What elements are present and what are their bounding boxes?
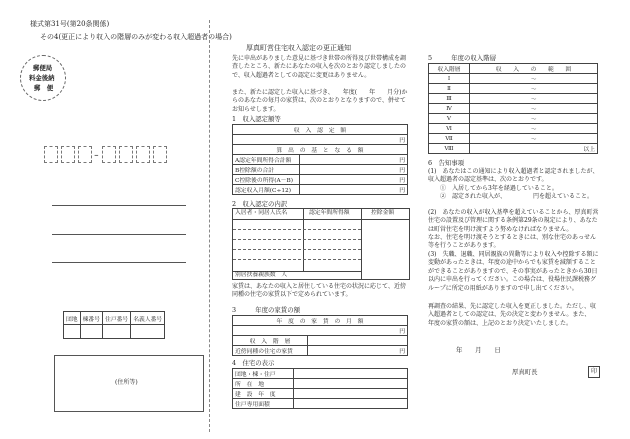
s5-range-6: ～ [470,124,598,134]
s1-row-b: B控除額の合計 [233,165,300,175]
s5-level-3: Ⅲ [429,94,470,104]
notice-date: 年 月 日 [456,346,501,354]
section6-title: 6 告知事項 [428,159,465,167]
s5-range-5: ～ [470,114,598,124]
note-3: (3) 失職、退職、同居親族の異動等により収入や控除する額に変動があったときは、年度の途中からでも家賃を減額することができることがありますので、その事実があったときから30日以内に申出を行ってください。この場合は、役場住民課税務グループに所定の用紙がありますので申し出てください。 [428,251,599,292]
address-line [52,205,186,206]
id-header-unit: 住戸番号 [103,312,131,325]
zip-box [78,146,92,163]
s5-header-level: 収入階層 [429,64,470,74]
section4-title: 4 住宅の表示 [232,359,275,367]
address-window [54,355,204,412]
s5-range-1: ～ [470,74,598,84]
s5-range-4: ～ [470,104,598,114]
note-1a: ① 入居してから3年を経過していること。 [440,185,558,192]
section5-title: 5 年度の収入階層 [428,54,496,62]
s5-level-7: Ⅶ [429,134,470,144]
rent-table: 年 度 の 家 賃 の 月 額 円 収 入 階 層 近傍同種の住宅の家賃 円 [232,315,408,356]
s2-dependents: 別居扶養親族数 人 [235,271,288,278]
address-line [52,234,186,235]
s1-basis-label: 算 出 の 基 と な る 額 [233,145,408,155]
s2-header-name: 入居者・同居人氏名 [235,210,288,216]
fold-line [209,20,210,432]
note-1b: ② 認定された収入が、 円を超えていること。 [440,193,594,200]
income-level-table [428,63,598,154]
s4-area: 住戸専用面積 [233,399,294,409]
s1-income-label: 収 入 認 定 額 [233,125,408,135]
section2-title: 2 収入認定の内訳 [232,200,288,208]
zip-box [61,146,75,163]
s3-rent-label: 年 度 の 家 賃 の 月 額 [233,316,408,326]
id-header-holder: 名義人番号 [131,312,165,325]
zip-separator: - [94,146,99,163]
note-2: (2) あなたの収入が収入基準を超えていることから、厚真町営住宅の設置及び管理に関する条例第29条の規定により、あなたは町営住宅を明け渡すよう努めなければなりません。 [428,209,599,233]
s2-header-income: 認定年間所得額 [309,210,350,216]
s5-level-1: Ⅰ [429,74,470,84]
note-2b: なお、住宅を明け渡そうとするときには、別な住宅のあっせん等を行うことがあります。 [428,234,596,250]
s3-income-level: 収 入 階 層 [233,336,308,346]
s5-range-3: ～ [470,94,598,104]
seal-mark: 印 [590,368,597,375]
income-detail-table [232,208,410,280]
s5-range-2: ～ [470,84,598,94]
signer: 厚真町長 [512,368,538,376]
income-table [232,124,408,155]
s5-range-7: ～ [470,134,598,144]
s4-location: 所 在 地 [233,379,294,389]
s2-header-deduction: 控除金額 [371,210,395,216]
postal-mark-line2: 料金後納 [29,74,55,82]
notice-intro2: また、新たに認定した収入に基づき、 年度( 年 月分)からのあなたの毎月の家賃は、次のとおりとなりますので、併せてお知らせします。 [232,89,408,113]
s5-header-range: 収 入 の 範 囲 [470,64,598,74]
appeal-result: 再調査の結果、先に認定した収入を更正しました。ただし、収入超過者としての認定は、先の決定と変わりません。また、 年度の家賃の額は、上記のとおり決定いたしました。 [428,303,600,327]
form-subtitle: その4(更正により収入の階層のみが変わる収入超過者の場合) [40,33,232,41]
s5-level-5: Ⅴ [429,114,470,124]
zip-box [136,146,150,163]
s1-row-monthly: 認定収入月額(C÷12) [233,185,300,195]
address-placeholder: (住所等) [115,379,138,386]
form-number: 様式第31号(第20条関係) [30,20,110,28]
s3-nearby-rent: 近傍同種の住宅の家賃 [233,346,308,356]
income-breakdown-table: A認定年間所得合計額 円 B控除額の合計 円 C控除後の所得(A－B) 円 認定収入月額(C÷12) 円 [232,154,408,195]
zip-box [44,146,58,163]
seal-box [588,366,600,378]
s4-complex: 団地・棟・住戸 [233,369,294,379]
zip-box [119,146,133,163]
s4-year: 建 設 年 度 [233,389,294,399]
id-header-complex: 団地 [64,312,81,325]
s5-level-4: Ⅳ [429,104,470,114]
zip-box [153,146,167,163]
s3-rent-unit: 円 [233,326,408,336]
s1-row-a: A認定年間所得合計額 [233,155,300,165]
s5-level-8: Ⅷ [429,144,470,154]
section3-title: 3 年度の家賃の額 [232,306,300,314]
section1-title: 1 収入認定額等 [232,115,281,123]
s5-level-6: Ⅵ [429,124,470,134]
s5-range-8: 以上 [470,144,598,154]
notice-intro: 先に申出がありました意見に基づき世帯の所得及び世帯構成を調査したところ、新たにあなたの収入を次のとおり認定しましたので、収入超過者としての認定に変更はありません。 [232,55,407,79]
resident-id-table [63,311,165,339]
housing-table [232,368,408,409]
note-1: (1) あなたはこの通知により収入超過者と認定されましたが、収入超過者の認定基準は、次のとおりです。 [428,168,599,184]
id-header-building: 棟番号 [80,312,102,325]
zip-box [102,146,116,163]
postal-mark-line3: 郵 便 [34,84,54,92]
s1-income-unit: 円 [233,135,408,145]
notice-title: 厚真町営住宅収入認定の更正通知 [246,44,351,52]
zip-code-boxes [44,146,170,163]
s5-level-2: Ⅱ [429,84,470,94]
s1-row-c: C控除後の所得(A－B) [233,175,300,185]
rent-note: 家賃は、あなたの収入と居住している住宅の状況に応じて、近傍同種の住宅の家賃以下で定められています。 [232,283,406,299]
postal-mark-line1: 郵便局 [33,64,53,72]
postal-mark-stamp [20,55,66,101]
address-line [52,262,186,263]
